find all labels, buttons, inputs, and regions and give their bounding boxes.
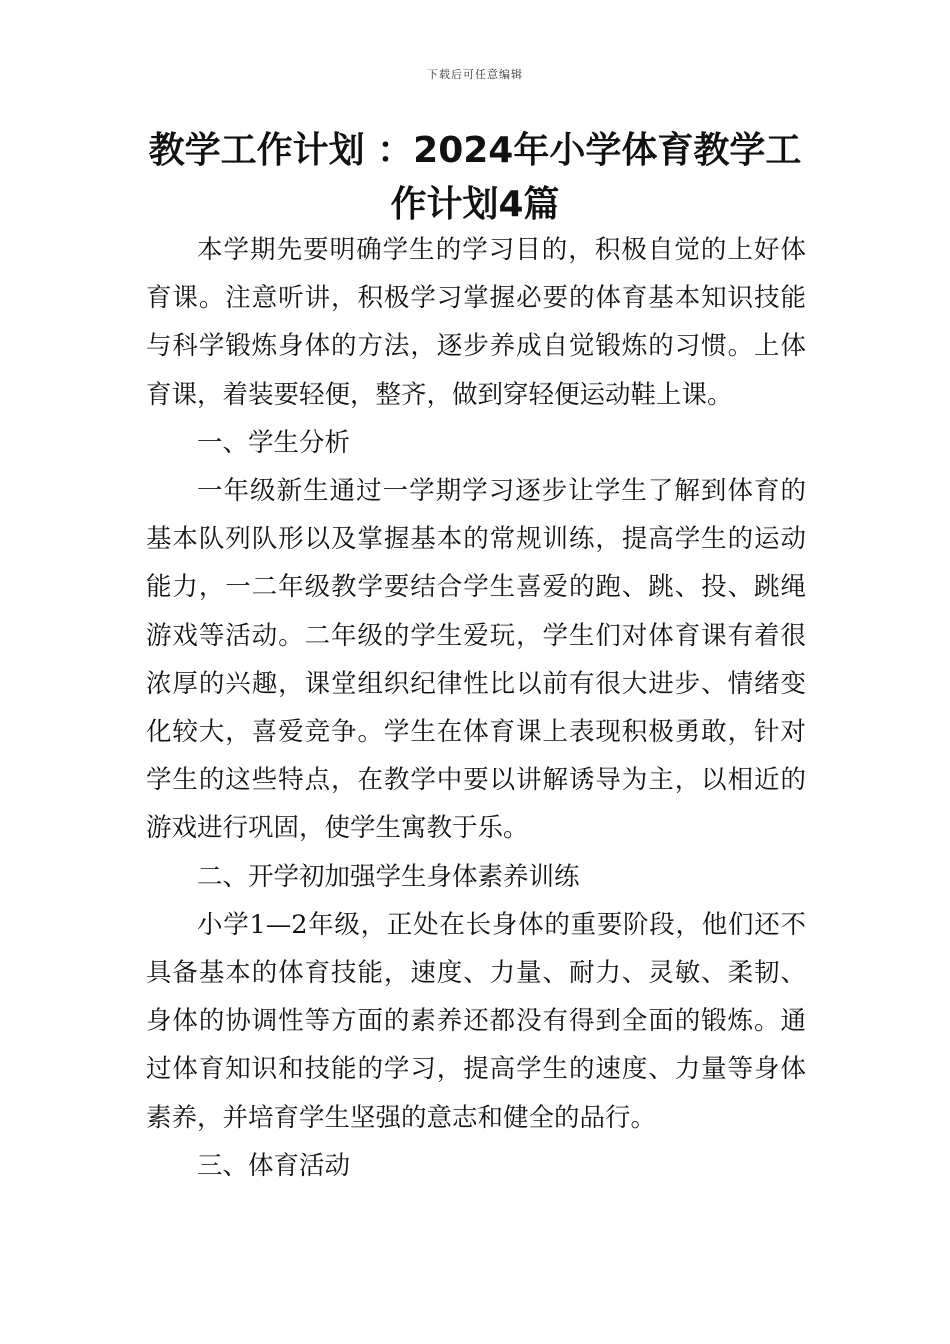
paragraph-student-analysis: 一年级新生通过一学期学习逐步让学生了解到体育的基本队列队形以及掌握基本的常规训练，提高学生的运动能力，一二年级教学要结合学生喜爱的跑、跳、投、跳绳游戏等活动。二年级的学生爱玩，学生们对体育课有着很浓厚的兴趣，课堂组织纪律性比以前有很大进步、情绪变化较大，喜爱竞争。学生在体育课上表现积极勇敢，针对学生的这些特点，在教学中要以讲解诱导为主，以相近的游戏进行巩固，使学生寓教于乐。 xyxy=(146,476,806,844)
section-heading-student-analysis: 一、学生分析 xyxy=(197,427,351,458)
header-note: 下载后可任意编辑 xyxy=(427,68,523,81)
document-title: 教学工作计划 ：2024年小学体育教学工作计划4篇 xyxy=(148,130,802,225)
section-heading-physical-training: 二、开学初加强学生身体素养训练 xyxy=(197,861,580,892)
section-heading-sports-activities: 三、体育活动 xyxy=(197,1150,351,1181)
document-body xyxy=(146,226,806,1190)
paragraph-physical-training: 小学1—2年级，正处在长身体的重要阶段，他们还不具备基本的体育技能，速度、力量、耐力、灵敏、柔韧、身体的协调性等方面的素养还都没有得到全面的锻炼。通过体育知识和技能的学习，提高学生的速度、力量等身体素养，并培育学生坚强的意志和健全的品行。 xyxy=(146,909,806,1133)
paragraph-intro: 本学期先要明确学生的学习目的，积极自觉的上好体育课。注意听讲，积极学习掌握必要的体育基本知识技能与科学锻炼身体的方法，逐步养成自觉锻炼的习惯。上体育课，着装要轻便，整齐，做到穿轻便运动鞋上课。 xyxy=(146,235,806,410)
